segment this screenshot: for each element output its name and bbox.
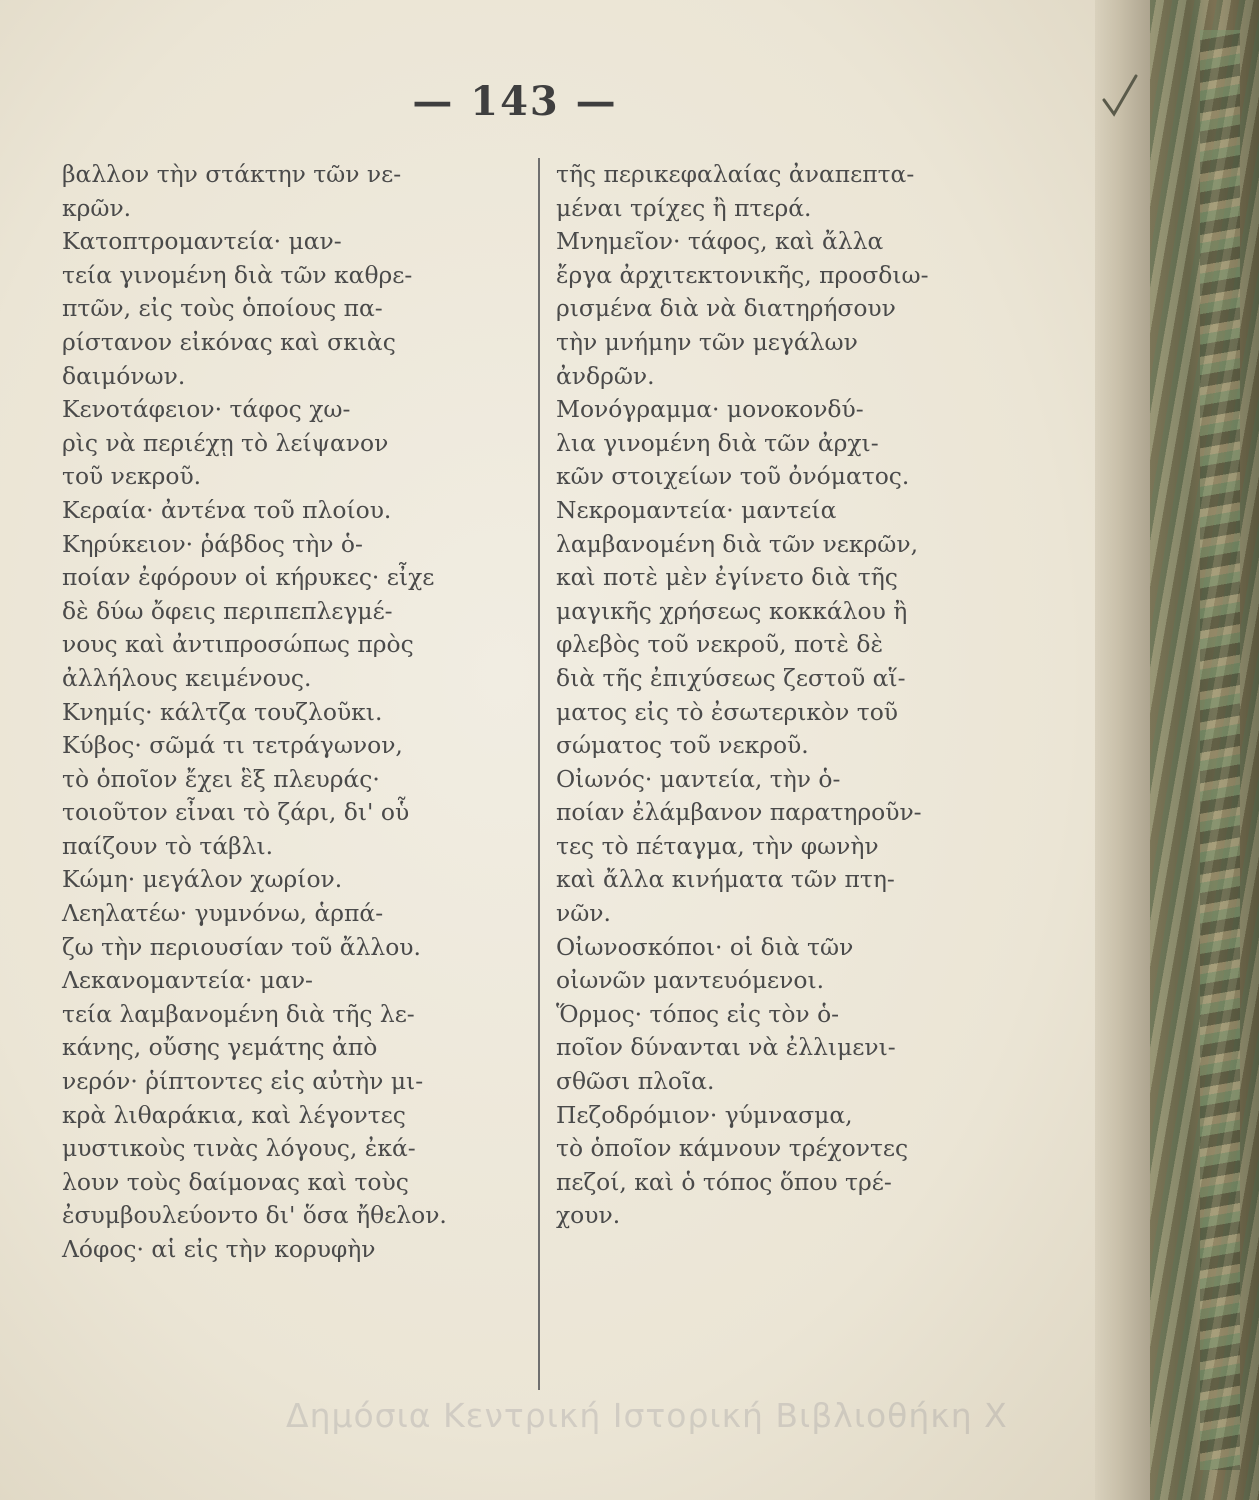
- text-line: λαμβανομένη διὰ τῶν νεκρῶν,: [556, 529, 919, 558]
- text-line: Οἰωνοσκόποι· οἱ διὰ τῶν: [556, 932, 854, 961]
- text-line: νῶν.: [556, 899, 611, 928]
- text-line: καὶ ποτὲ μὲν ἐγίνετο διὰ τῆς: [556, 563, 898, 592]
- text-line: λουν τοὺς δαίμονας καὶ τοὺς: [62, 1167, 409, 1196]
- text-line: Νεκρομαντεία· μαντεία: [556, 495, 837, 524]
- text-line: πεζοί, καὶ ὁ τόπος ὅπου τρέ-: [556, 1167, 892, 1196]
- text-line: τεία γινομένη διὰ τῶν καθρε-: [62, 260, 413, 289]
- text-line: ποίαν ἐλάμβανον παρατηροῦν-: [556, 798, 922, 827]
- text-line: ἔργα ἀρχιτεκτονικῆς, προσδιω-: [556, 260, 929, 289]
- text-line: Λεκανομαντεία· μαν-: [62, 966, 313, 995]
- text-line: Κνημίς· κάλτζα τουζλοῦκι.: [62, 697, 383, 726]
- text-line: Κενοτάφειον· τάφος χω-: [62, 395, 351, 424]
- left-column: [62, 158, 542, 1267]
- page-number: — 143 —: [412, 78, 618, 125]
- text-line: ρὶς νὰ περιέχῃ τὸ λείψανον: [62, 428, 389, 457]
- page-edges: [1095, 0, 1155, 1500]
- text-line: Πεζοδρόμιον· γύμνασμα,: [556, 1100, 853, 1129]
- text-line: δαιμόνων.: [62, 361, 186, 390]
- text-line: ματος εἰς τὸ ἐσωτερικὸν τοῦ: [556, 697, 899, 726]
- text-line: διὰ τῆς ἐπιχύσεως ζεστοῦ αἵ-: [556, 663, 906, 692]
- text-line: Ὅρμος· τόπος εἰς τὸν ὁ-: [556, 999, 840, 1028]
- text-line: μαγικῆς χρήσεως κοκκάλου ἢ: [556, 596, 908, 625]
- text-line: τὸ ὁποῖον κάμνουν τρέχοντες: [556, 1134, 909, 1163]
- text-line: Μονόγραμμα· μονοκονδύ-: [556, 395, 864, 424]
- text-line: Κύβος· σῶμά τι τετράγωνον,: [62, 731, 403, 760]
- text-line: οἰωνῶν μαντευόμενοι.: [556, 966, 825, 995]
- text-line: παίζουν τὸ τάβλι.: [62, 831, 274, 860]
- text-line: τὴν μνήμην τῶν μεγάλων: [556, 327, 858, 356]
- text-line: Κατοπτρομαντεία· μαν-: [62, 227, 342, 256]
- text-line: Κηρύκειον· ῥάβδος τὴν ὁ-: [62, 529, 363, 558]
- text-line: τοῦ νεκροῦ.: [62, 462, 202, 491]
- text-line: μέναι τρίχες ἢ πτερά.: [556, 193, 812, 222]
- text-line: φλεβὸς τοῦ νεκροῦ, ποτὲ δὲ: [556, 630, 884, 659]
- text-line: λια γινομένη διὰ τῶν ἀρχι-: [556, 428, 879, 457]
- text-line: νους καὶ ἀντιπροσώπως πρὸς: [62, 630, 414, 659]
- text-line: τῆς περικεφαλαίας ἀναπεπτα-: [556, 160, 915, 188]
- text-line: πτῶν, εἰς τοὺς ὁποίους πα-: [62, 294, 383, 323]
- text-line: Μνημεῖον· τάφος, καὶ ἄλλα: [556, 227, 884, 256]
- text-line: τεία λαμβανομένη διὰ τῆς λε-: [62, 999, 415, 1028]
- text-line: τὸ ὁποῖον ἔχει ἓξ πλευράς·: [62, 764, 380, 793]
- text-line: ἐσυμβουλεύοντο δι' ὅσα ἤθελον.: [62, 1201, 447, 1230]
- text-line: Οἰωνός· μαντεία, τὴν ὁ-: [556, 764, 841, 793]
- text-line: νερόν· ῥίπτοντες εἰς αὐτὴν μι-: [62, 1067, 424, 1096]
- library-watermark: Δημόσια Κεντρική Ιστορική Βιβλιοθήκη Χ: [286, 1396, 1008, 1435]
- text-line: Λόφος· αἱ εἰς τὴν κορυφὴν: [62, 1235, 376, 1263]
- text-line: χουν.: [556, 1201, 621, 1230]
- text-line: ρίστανον εἰκόνας καὶ σκιὰς: [62, 327, 396, 356]
- text-line: ποῖον δύνανται νὰ ἐλλιμενι-: [556, 1033, 896, 1062]
- text-line: ρισμένα διὰ νὰ διατηρήσουν: [556, 294, 896, 323]
- text-line: τες τὸ πέταγμα, τὴν φωνὴν: [556, 831, 879, 860]
- text-line: Κεραία· ἀντένα τοῦ πλοίου.: [62, 495, 392, 524]
- text-line: ποίαν ἐφόρουν οἱ κήρυκες· εἶχε: [62, 563, 435, 592]
- text-line: ζω τὴν περιουσίαν τοῦ ἄλλου.: [62, 932, 421, 961]
- text-line: μυστικοὺς τινὰς λόγους, ἐκά-: [62, 1134, 416, 1163]
- text-line: κρῶν.: [62, 193, 132, 222]
- text-line: κῶν στοιχείων τοῦ ὀνόματος.: [556, 462, 910, 491]
- right-column: [556, 158, 1036, 1233]
- text-line: τοιοῦτον εἶναι τὸ ζάρι, δι' οὗ: [62, 798, 410, 827]
- text-line: ἀλλήλους κειμένους.: [62, 663, 312, 692]
- text-line: ἀνδρῶν.: [556, 361, 655, 390]
- text-line: κρὰ λιθαράκια, καὶ λέγοντες: [62, 1100, 406, 1129]
- text-line: Λεηλατέω· γυμνόνω, ἁρπά-: [62, 899, 384, 928]
- book-cover-pattern: [1200, 30, 1240, 1470]
- text-line: κάνης, οὔσης γεμάτης ἀπὸ: [62, 1033, 378, 1062]
- text-line: καὶ ἄλλα κινήματα τῶν πτη-: [556, 865, 895, 894]
- column-divider: [538, 158, 540, 1390]
- text-line: σθῶσι πλοῖα.: [556, 1067, 715, 1096]
- text-line: σώματος τοῦ νεκροῦ.: [556, 731, 809, 760]
- text-line: Κώμη· μεγάλον χωρίον.: [62, 865, 343, 894]
- checkmark-icon: [1100, 70, 1140, 120]
- text-line: δὲ δύω ὄφεις περιπεπλεγμέ-: [62, 596, 393, 625]
- text-line: βαλλον τὴν στάκτην τῶν νε-: [62, 160, 402, 188]
